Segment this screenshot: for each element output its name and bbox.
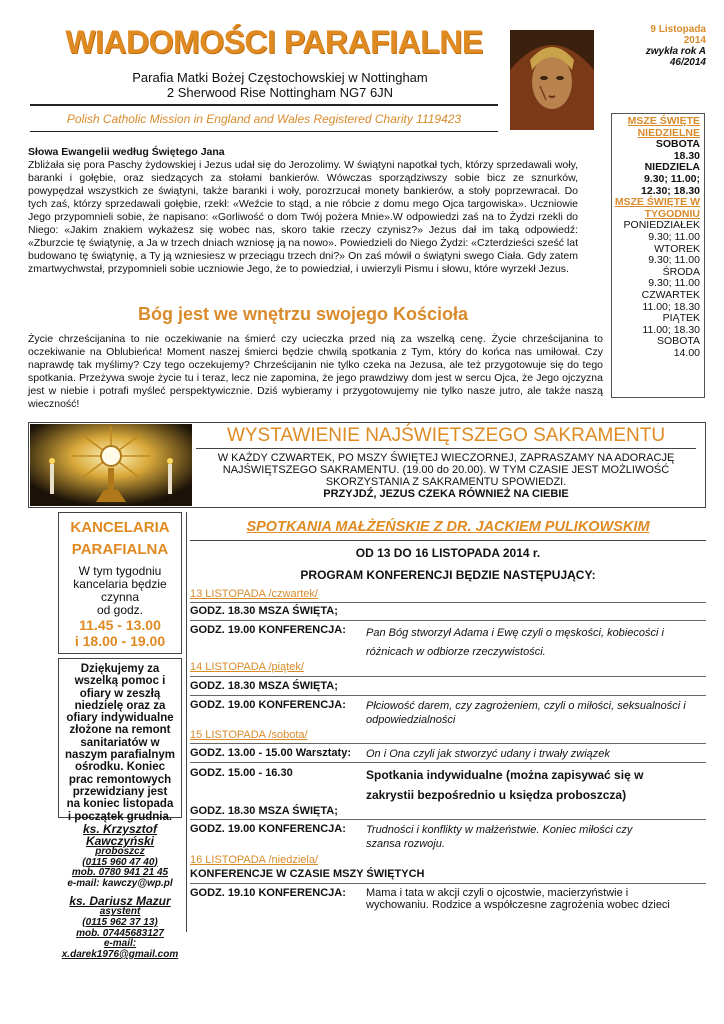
saturday-weekday-time: 14.00 [673, 346, 700, 359]
issue-year: 2014 [683, 35, 706, 46]
adoration-line-1: W KAŻDY CZWARTEK, PO MSZY ŚWIĘTEJ WIECZORNEJ, ZAPRASZAMY NA ADORACJĘ [217, 452, 675, 464]
adoration-title: WYSTAWIENIE NAJŚWIĘTSZEGO SAKRAMENTU [226, 425, 666, 446]
day-heading-14: 14 LISTOPADA /piątek/ [190, 661, 304, 673]
adoration-line-3: SKORZYSTANIA Z SAKRAMENTU SPOWIEDZI. [325, 476, 567, 488]
day15-workshop-topic: On i Ona czyli jak stworzyć udany i trwały związek [366, 748, 610, 760]
tuesday-label: WTOREK [654, 242, 700, 255]
friday-label: PIĄTEK [662, 312, 700, 325]
day14-conference: GODZ. 19.00 KONFERENCJA: [190, 699, 346, 711]
office-title-1: KANCELARIA [70, 519, 170, 536]
row-divider [190, 676, 706, 677]
saturday-label: SOBOTA [655, 138, 700, 151]
day15-workshop: GODZ. 13.00 - 15.00 Warsztaty: [190, 747, 351, 759]
pastor-email[interactable]: e-mail: kawczy@wp.pl [67, 877, 173, 889]
saturday-weekday-label: SOBOTA [657, 335, 700, 348]
priests-contacts [58, 823, 182, 960]
row-divider [190, 695, 706, 696]
row-divider [190, 883, 706, 884]
thursday-time: 11.00; 18.30 [642, 300, 700, 313]
newsletter-title: WIADOMOŚCI PARAFIALNE [65, 24, 483, 60]
liturgical-week: zwykła rok A [645, 46, 706, 57]
sunday-time-2: 12.30; 18.30 [641, 184, 700, 197]
office-body [59, 565, 181, 617]
office-body-1: W tym tygodniu [78, 564, 162, 578]
friday-time: 11.00; 18.30 [642, 323, 700, 336]
assistant-email-label: e-mail: [103, 938, 137, 950]
conference-dates: OD 13 DO 16 LISTOPADA 2014 r. [355, 546, 541, 560]
office-title [59, 517, 181, 561]
mass-schedule [611, 113, 705, 398]
adoration-body [196, 452, 696, 500]
issue-number: 46/2014 [669, 57, 706, 68]
essay-text: Życie chrześcijanina to nie oczekiwanie na śmierć czy ucieczka przed nią za wszelką cenę. Życie chrześcijanina to oczekiwanie na Oblubieńca! Moment naszej śmierci będzie chwilą spotkania z Tym, który do końca nas umiłował. Czy naprawdę tak myślimy? Czy tego oczekujemy? Chrześcijanin nie tylko czeka na Jezusa, ale też przygotowuje się do tego spotkania. Przeżywa swoje życie tu i teraz, lecz nie zapomina, że jego prawdziwy dom jest w sercu Ojca, że Jego ojczyzna jest w niebie i potrafi myśleć perspektywicznie. Dziś wybieramy i przygotowujemy nie tylko nasze jutro, ale także naszą wieczność! [28, 333, 603, 410]
monday-label: PONIEDZIAŁEK [623, 219, 700, 232]
monday-time: 9.30; 11.00 [648, 230, 700, 243]
thursday-label: CZWARTEK [641, 288, 700, 301]
adoration-line-4: PRZYJDŹ, JEZUS CZEKA RÓWNIEŻ NA CIEBIE [323, 488, 569, 500]
sunday-masses-heading: MSZE ŚWIĘTE NIEDZIELNE [627, 115, 700, 139]
assistant-mobile: mob. 07445683127 [76, 927, 164, 939]
day-heading-13: 13 LISTOPADA /czwartek/ [190, 588, 318, 600]
day-heading-15: 15 LISTOPADA /sobota/ [190, 729, 308, 741]
sunday-label: NIEDZIELA [644, 161, 700, 174]
essay-title: Bóg jest we wnętrzu swojego Kościoła [137, 304, 469, 324]
day13-conference: GODZ. 19.00 KONFERENCJA: [190, 624, 346, 636]
day-heading-16: 16 LISTOPADA /niedziela/ [190, 854, 318, 866]
parish-office-box [58, 512, 182, 654]
office-body-3: czynna [100, 590, 140, 604]
assistant-email[interactable]: x.darek1976@gmail.com [61, 948, 179, 960]
tuesday-time: 9.30; 11.00 [648, 254, 700, 267]
pastor-phone: (0115 960 47 40) [82, 856, 158, 868]
issue-date: 9 Listopada [650, 24, 706, 35]
conference-divider [190, 540, 706, 541]
weekday-masses-heading: MSZE ŚWIĘTE W TYGODNIU [614, 196, 700, 220]
office-body-4: od godz. [96, 603, 144, 617]
street-address: 2 Sherwood Rise Nottingham NG7 6JN [166, 85, 394, 100]
gospel-section [28, 146, 578, 276]
day16-conference-topic: Mama i tata w akcji czyli o ojcostwie, macierzyństwie i wychowaniu. Rodzice a współczesne zagrożenia wobec dzieci [366, 887, 670, 911]
conference-program-heading: PROGRAM KONFERENCJI BĘDZIE NASTĘPUJĄCY: [300, 568, 596, 582]
assistant-name: ks. Dariusz Mazur [69, 894, 171, 909]
day14-mass: GODZ. 18.30 MSZA ŚWIĘTA; [190, 680, 338, 692]
day15-mass: GODZ. 18.30 MSZA ŚWIĘTA; [190, 805, 338, 817]
sunday-time-1: 9.30; 11.00; [643, 172, 700, 185]
day13-mass: GODZ. 18.30 MSZA ŚWIĘTA; [190, 605, 338, 617]
madonna-icon [510, 30, 594, 130]
day13-conference-topic: Pan Bóg stworzył Adama i Ewę czyli o męskości, kobiecości i różnicach w odbiorze rzeczywistości. [366, 627, 664, 658]
adoration-divider [196, 448, 696, 449]
mission-divider [30, 131, 498, 132]
monstrance-icon [30, 424, 192, 506]
thanks-note: Dziękujemy za wszelką pomoc i ofiary w zeszłą niedzielę oraz za ofiary indywidualne złożone na remont sanitariatów w naszym parafialnym ośrodku. Koniec prac remontowych przewidziany jest na koniec listopada i początek grudnia. [58, 658, 182, 818]
parish-name: Parafia Matki Bożej Częstochowskiej w Nottingham [132, 70, 428, 85]
pastor-mobile: mob. 0780 941 21 45 [71, 867, 169, 879]
adoration-line-2: NAJŚWIĘTSZEGO SAKRAMENTU. (19.00 do 20.00). W TYM CZASIE JEST MOŻLIWOŚĆ [222, 464, 670, 476]
row-divider [190, 620, 706, 621]
row-divider [190, 602, 706, 603]
office-body-2: kancelaria będzie [73, 577, 167, 591]
mission-line: Polish Catholic Mission in England and Wales Registered Charity 1119423 [66, 112, 462, 126]
office-hours-2: i 18.00 - 19.00 [74, 633, 166, 649]
row-divider [190, 743, 706, 744]
day16-sunday-note: KONFERENCJE W CZASIE MSZY ŚWIĘTYCH [190, 868, 425, 880]
gospel-title: Słowa Ewangelii według Świętego Jana [28, 146, 225, 158]
day15-individual: GODZ. 15.00 - 16.30 [190, 767, 293, 779]
office-title-2: PARAFIALNA [71, 541, 169, 558]
conference-title: SPOTKANIA MAŁŻEŃSKIE Z DR. JACKIEM PULIKOWSKIM [246, 519, 650, 535]
day15-conference: GODZ. 19.00 KONFERENCJA: [190, 823, 346, 835]
row-divider [190, 762, 706, 763]
header-divider [30, 104, 498, 106]
parish-address [100, 70, 460, 100]
saturday-time: 18.30 [673, 149, 700, 162]
day16-conference: GODZ. 19.10 KONFERENCJA: [190, 887, 346, 899]
gospel-text: Zbliżała się pora Paschy żydowskiej i Jezus udał się do Jerozolimy. W świątyni napotkał tych, którzy sprzedawali woły, baranki i gołębie, oraz siedzących za stołami bankierów. Wówczas sporządziwszy sobie bicz ze sznurków, powypędzał wszystkich ze świątyni, także baranki i woły, porozrzucał monety bankierów, a stoły poprzewracał. Do tych zaś, którzy sprzedawali gołębie, rzekł: «Weźcie to stąd, a nie róbcie z domu mego Ojca targowiska». Uczniowie Jego przypomnieli sobie, że napisano: «Gorliwość o dom Twój pożera Mnie».W odpowiedzi zaś na to Żydzi rzekli do Niego: «Jakim znakiem wykażesz się wobec nas, skoro takie rzeczy czynisz?» Jezus dał im taką odpowiedź: «Zburzcie tę świątynię, a Ja w trzech dniach wzniosę ją na nowo». Powiedzieli do Niego Żydzi: «Czterdzieści sześć lat budowano tę świątynię, a Ty ją wzniesiesz w przeciągu trzech dni?» On zaś mówił o świątyni swego Ciała. Gdy zatem zmartwychwstał, przypomnieli sobie uczniowie Jego, że to powiedział, i uwierzyli Pismu i słowu, które wyrzekł Jezus. [28, 159, 578, 275]
assistant-phone: (0115 962 37 13) [82, 916, 158, 928]
wednesday-time: 9.30; 11.00 [648, 277, 700, 290]
assistant-role: asystent [99, 906, 141, 918]
row-divider [190, 819, 706, 820]
pastor-role: proboszcz [95, 846, 145, 857]
office-hours-1: 11.45 - 13.00 [79, 617, 161, 633]
pastor-name: ks. Krzysztof Kawczyński [82, 822, 158, 848]
day14-conference-topic: Płciowość darem, czy zagrożeniem, czyli o miłości, seksualności i odpowiedzialności [366, 700, 686, 726]
issue-date-block [598, 24, 706, 68]
day15-individual-topic: Spotkania indywidualne (można zapisywać się w zakrystii bezpośrednio u księdza proboszcza) [366, 768, 644, 802]
day15-conference-topic: Trudności i konflikty w małżeństwie. Koniec miłości czy szansa rozwoju. [366, 824, 633, 850]
wednesday-label: ŚRODA [662, 265, 700, 278]
